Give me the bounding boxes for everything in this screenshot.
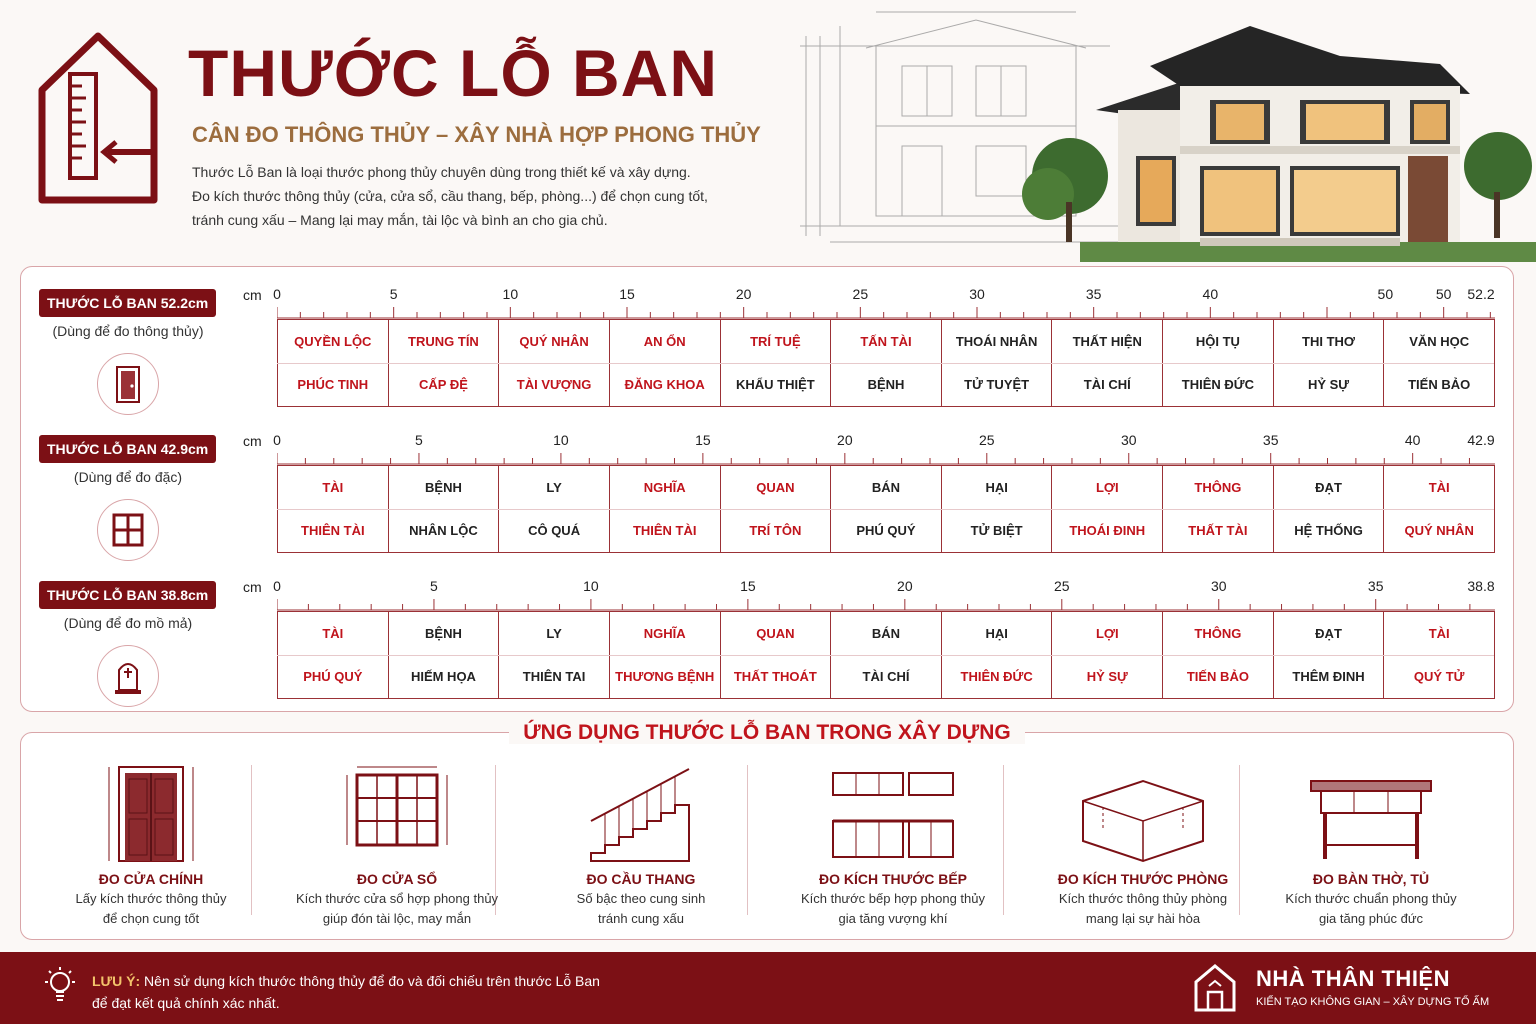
tick-label: 15 (695, 432, 711, 448)
ruler-tag: THƯỚC LỖ BAN 38.8cm (39, 581, 216, 609)
tick-label: 10 (583, 578, 599, 594)
unit-label: cm (243, 579, 262, 595)
tombstone-icon (97, 645, 159, 707)
tick-label: 5 (389, 286, 398, 302)
tick-label: 0 (273, 432, 281, 448)
ruler-cell: TRÍ TÔN (720, 509, 831, 552)
page-subtitle: CÂN ĐO THÔNG THỦY – XÂY NHÀ HỢP PHONG THỦY (192, 122, 761, 147)
ruler-cell: THOÁI NHÂN (941, 320, 1052, 363)
house-ruler-logo-icon (36, 28, 168, 212)
application-desc-line: Kích thước chuẩn phong thủy (1285, 891, 1457, 906)
application-title: ĐO CỬA SỔ (356, 871, 438, 887)
applications-panel (20, 721, 1514, 940)
house-illustration (780, 6, 1536, 262)
tick-label: 25 (1053, 578, 1070, 594)
ruler-cell: AN ỔN (609, 320, 720, 363)
application-title: ĐO KÍCH THƯỚC PHÒNG (1057, 871, 1229, 887)
ruler-scale (237, 285, 1515, 319)
altar-icon (1291, 761, 1451, 865)
ruler-usage: (Dùng để đo thông thủy) (52, 323, 204, 339)
tick-label: 40 (1202, 286, 1219, 302)
applications-title-wrap (21, 721, 1513, 745)
ruler-cell: TÀI (277, 466, 388, 509)
ruler-grid (277, 319, 1495, 407)
ruler-cell: QUYỀN LỘC (277, 320, 388, 363)
ruler-cell: TIẾN BẢO (1383, 363, 1494, 406)
application-title: ĐO BÀN THỜ, TỦ (1312, 871, 1430, 887)
application-desc-line: mang lại sự hài hòa (1085, 911, 1201, 926)
ruler-cell: HỶ SỰ (1273, 363, 1384, 406)
tick-label: 25 (978, 432, 995, 448)
tick-label: 20 (735, 286, 752, 302)
ruler-cell: THIÊN ĐỨC (1162, 363, 1273, 406)
ruler-cell: VĂN HỌC (1383, 320, 1494, 363)
ruler-cell: NGHĨA (609, 612, 720, 655)
tick-label: 25 (852, 286, 869, 302)
tick-label: 42.9 (1467, 432, 1495, 448)
ruler-scale (237, 577, 1515, 611)
note-label: LƯU Ý: (92, 973, 141, 989)
ruler-cell: BÁN (830, 612, 941, 655)
ruler-cell: TÀI CHÍ (830, 655, 941, 698)
rulers-panel (20, 266, 1514, 712)
note-text: Nên sử dụng kích thước thông thủy để đo và đối chiếu trên thước Lỗ Ban (140, 973, 600, 989)
grid-divider (277, 363, 1494, 364)
ruler-cell: HỘI TỤ (1162, 320, 1273, 363)
ruler-cell: CẤP ĐỆ (388, 363, 499, 406)
ruler-cell: QUAN (720, 466, 831, 509)
intro-line: Đo kích thước thông thủy (cửa, cửa sổ, cầu thang, bếp, phòng...) để chọn cung tốt, (192, 188, 708, 204)
ruler-cell: TÀI CHÍ (1051, 363, 1162, 406)
ruler-cell: TÀI (1383, 612, 1494, 655)
application-desc-line: Kích thước thông thủy phòng (1058, 891, 1228, 906)
ruler-cell: TÀI VƯỢNG (498, 363, 609, 406)
tick-label: 10 (553, 432, 569, 448)
ruler-cell: TỬ BIỆT (941, 509, 1052, 552)
ruler-cell: TẤN TÀI (830, 320, 941, 363)
ruler-cell: TIẾN BẢO (1162, 655, 1273, 698)
ruler-cell: BỆNH (830, 363, 941, 406)
application-item (277, 753, 517, 929)
footer (0, 952, 1536, 1024)
tick-label: 30 (1210, 578, 1227, 594)
tick-label: 20 (837, 432, 853, 448)
tick-label: 0 (273, 578, 281, 594)
page-title: THƯỚC LỖ BAN (188, 36, 719, 110)
tick-label: 30 (969, 286, 985, 302)
ruler-grid (277, 611, 1495, 699)
application-item (521, 753, 761, 929)
window-icon (97, 499, 159, 561)
application-desc (1023, 889, 1263, 929)
tick-label: 15 (619, 286, 635, 302)
ruler-cell: TÀI (277, 612, 388, 655)
ruler-cell: THẤT THOÁT (720, 655, 831, 698)
ruler-cell: QUÝ NHÂN (1383, 509, 1494, 552)
ruler-cell: BÁN (830, 466, 941, 509)
door-icon (97, 353, 159, 415)
ruler-ticks (277, 307, 1499, 319)
application-desc-line: giúp đón tài lộc, may mắn (322, 911, 472, 926)
unit-label: cm (243, 287, 262, 303)
application-desc-line: để chọn cung tốt (102, 911, 200, 926)
ruler-cell: PHÚ QUÝ (830, 509, 941, 552)
ruler-cell: THƯƠNG BỆNH (609, 655, 720, 698)
brand-house-icon (1192, 962, 1238, 1014)
tick-label: 35 (1085, 286, 1102, 302)
tick-label: 50 (1377, 286, 1394, 302)
tick-label: 5 (415, 432, 423, 448)
ruler-cell: THÔNG (1162, 612, 1273, 655)
application-desc-line: gia tăng phúc đức (1318, 911, 1424, 926)
ruler-cell: TRÍ TUỆ (720, 320, 831, 363)
kitchen-icon (813, 761, 973, 865)
lightbulb-icon (42, 966, 78, 1006)
ruler-cell: PHÚC TINH (277, 363, 388, 406)
application-desc (773, 889, 1013, 929)
ruler-cell: QUÝ TỬ (1383, 655, 1494, 698)
footer-note (92, 970, 600, 1014)
tick-label: 15 (740, 578, 756, 594)
ruler-cell: BỆNH (388, 612, 499, 655)
ruler-cell: PHÚ QUÝ (277, 655, 388, 698)
ruler-cell: TỬ TUYỆT (941, 363, 1052, 406)
ruler-usage: (Dùng để đo mồ mả) (63, 615, 193, 631)
application-title: ĐO KÍCH THƯỚC BẾP (818, 871, 967, 887)
applications-title: ỨNG DỤNG THƯỚC LỖ BAN TRONG XÂY DỰNG (509, 721, 1024, 744)
intro-line: tránh cung xấu – Mang lại may mắn, tài lộc và bình an cho gia chủ. (192, 212, 608, 228)
ruler-cell: TRUNG TÍN (388, 320, 499, 363)
ruler-grid (277, 465, 1495, 553)
ruler-cell: HỶ SỰ (1051, 655, 1162, 698)
tick-label: 10 (502, 286, 519, 302)
application-title: ĐO CẦU THANG (586, 871, 696, 887)
application-desc (1251, 889, 1491, 929)
application-desc-line: Lấy kích thước thông thủy (75, 891, 227, 906)
ruler-cell: THOÁI ĐINH (1051, 509, 1162, 552)
application-desc (521, 889, 761, 929)
ruler-cell: LỢI (1051, 612, 1162, 655)
ruler-cell: HIẾM HỌA (388, 655, 499, 698)
application-title: ĐO CỬA CHÍNH (98, 871, 204, 887)
brand-name: NHÀ THÂN THIỆN (1256, 966, 1450, 991)
grid-divider (277, 655, 1494, 656)
tick-label: 52.2 (1467, 286, 1495, 302)
ruler-usage: (Dùng để đo đặc) (73, 469, 183, 485)
ruler-cell: TÀI (1383, 466, 1494, 509)
tick-label: 40 (1404, 432, 1421, 448)
ruler-cell: KHẨU THIỆT (720, 363, 831, 406)
tick-label: 0 (273, 286, 281, 302)
ruler-cell: HỆ THỐNG (1273, 509, 1384, 552)
application-desc-line: gia tăng vượng khí (838, 911, 948, 926)
unit-label: cm (243, 433, 262, 449)
note-text-line2: để đạt kết quả chính xác nhất. (92, 995, 280, 1011)
ruler-cell: THẤT TÀI (1162, 509, 1273, 552)
application-item (773, 753, 1013, 929)
application-item (1251, 753, 1491, 929)
ruler-cell: NGHĨA (609, 466, 720, 509)
intro-text (192, 160, 752, 232)
ruler-ticks (277, 599, 1499, 611)
ruler-tag: THƯỚC LỖ BAN 52.2cm (39, 289, 216, 317)
intro-line: Thước Lỗ Ban là loại thước phong thủy chuyên dùng trong thiết kế và xây dựng. (192, 164, 691, 180)
room-icon (1063, 761, 1223, 865)
ruler-cell: BỆNH (388, 466, 499, 509)
tick-label: 30 (1120, 432, 1137, 448)
ruler-cell: NHÂN LỘC (388, 509, 499, 552)
tick-label: 35 (1367, 578, 1384, 594)
ruler-cell: QUÝ NHÂN (498, 320, 609, 363)
application-item (1023, 753, 1263, 929)
ruler-cell: HẠI (941, 466, 1052, 509)
ruler-cell: LỢI (1051, 466, 1162, 509)
tick-label: 20 (897, 578, 913, 594)
ruler-cell: THẤT HIỆN (1051, 320, 1162, 363)
tick-label: 50 (1435, 286, 1452, 302)
ruler-ticks (277, 453, 1499, 465)
ruler-cell: THIÊN ĐỨC (941, 655, 1052, 698)
ruler-cell: ĐĂNG KHOA (609, 363, 720, 406)
ruler-scale (237, 431, 1515, 465)
application-desc (277, 889, 517, 929)
ruler-cell: ĐẠT (1273, 466, 1384, 509)
ruler-cell: LY (498, 466, 609, 509)
application-desc-line: tránh cung xấu (597, 911, 684, 926)
application-desc-line: Số bậc theo cung sinh (576, 891, 706, 906)
staircase-icon (561, 761, 721, 865)
ruler-cell: THÔNG (1162, 466, 1273, 509)
application-item (31, 753, 271, 929)
application-desc (31, 889, 271, 929)
header (0, 0, 1536, 262)
ruler-cell: LY (498, 612, 609, 655)
ruler-cell: QUAN (720, 612, 831, 655)
application-desc-line: Kích thước bếp hợp phong thủy (800, 891, 986, 906)
brand-slogan: KIẾN TẠO KHÔNG GIAN – XÂY DỰNG TỔ ẤM (1256, 996, 1490, 1008)
tick-label: 35 (1262, 432, 1279, 448)
ruler-cell: THIÊN TAI (498, 655, 609, 698)
ruler-cell: CÔ QUÁ (498, 509, 609, 552)
tick-label: 5 (430, 578, 438, 594)
ruler-tag: THƯỚC LỖ BAN 42.9cm (39, 435, 216, 463)
ruler-cell: THI THƠ (1273, 320, 1384, 363)
ruler-cell: THIÊN TÀI (277, 509, 388, 552)
main-door-icon (71, 761, 231, 865)
ruler-cell: THIÊN TÀI (609, 509, 720, 552)
tick-label: 38.8 (1467, 578, 1495, 594)
window-frame-icon (317, 761, 477, 865)
ruler-cell: ĐẠT (1273, 612, 1384, 655)
application-desc-line: Kích thước cửa sổ hợp phong thủy (295, 891, 499, 906)
grid-divider (277, 509, 1494, 510)
ruler-cell: THÊM ĐINH (1273, 655, 1384, 698)
ruler-cell: HẠI (941, 612, 1052, 655)
